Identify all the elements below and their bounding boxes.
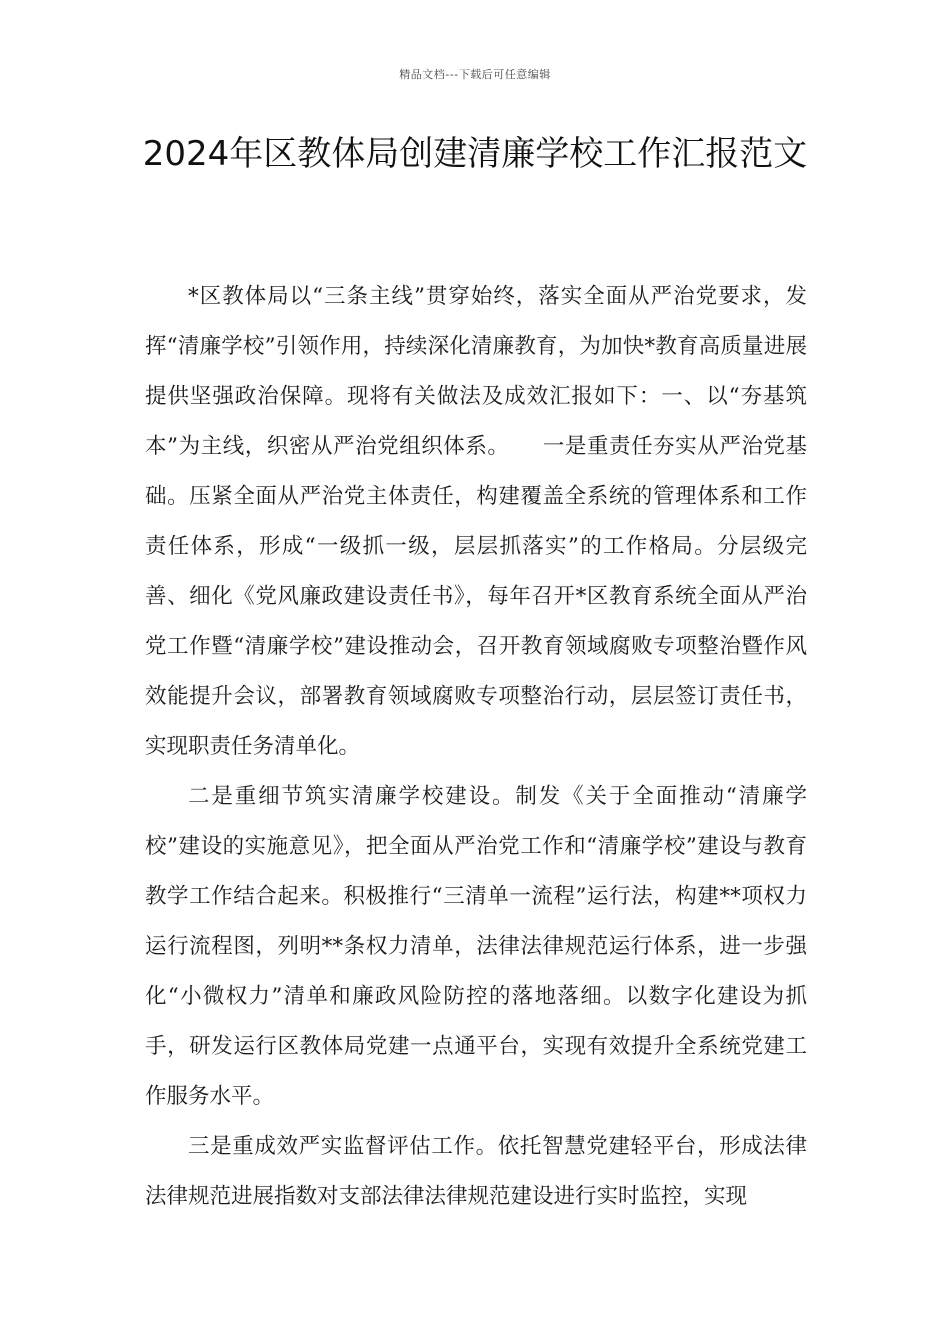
paragraph-2: 二是重细节筑实清廉学校建设。制发《关于全面推动“清廉学校”建设的实施意见》，把全面从严治党工作和“清廉学校”建设与教育教学工作结合起来。积极推行“三清单一流程”运行法，构建**项权力运行流程图，列明**条权力清单，法律法律规范运行体系，进一步强化“小微权力”清单和廉政风险防控的落地落细。以数字化建设为抓手，研发运行区教体局党建一点通平台，实现有效提升全系统党建工作服务水平。 — [145, 784, 807, 1109]
paragraph-3: 三是重成效严实监督评估工作。依托智慧党建轻平台，形成法律法律规范进展指数对支部法律法律规范建设进行实时监控，实现 — [145, 1134, 807, 1209]
document-title: 2024年区教体局创建清廉学校工作汇报范文 — [142, 134, 808, 174]
document-body — [145, 272, 807, 1222]
header-note: 精品文档---下载后可任意编辑 — [399, 68, 551, 81]
paragraph-1: *区教体局以“三条主线”贯穿始终，落实全面从严治党要求，发挥“清廉学校”引领作用，持续深化清廉教育，为加快*教育高质量进展提供坚强政治保障。现将有关做法及成效汇报如下：一、以“夯基筑本”为主线，织密从严治党组织体系。 一是重责任夯实从严治党基础。压紧全面从严治党主体责任，构建覆盖全系统的管理体系和工作责任体系，形成“一级抓一级，层层抓落实”的工作格局。分层级完善、细化《党风廉政建设责任书》，每年召开*区教育系统全面从严治党工作暨“清廉学校”建设推动会，召开教育领域腐败专项整治暨作风效能提升会议，部署教育领域腐败专项整治行动，层层签订责任书，实现职责任务清单化。 — [145, 284, 807, 759]
